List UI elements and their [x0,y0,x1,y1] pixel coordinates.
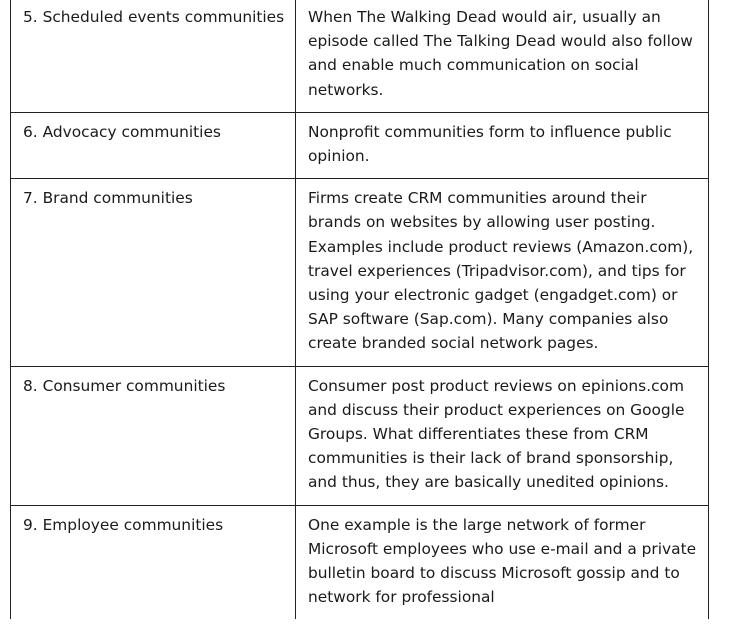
table-row [11,366,709,505]
table-row [11,112,709,178]
table-row [11,179,709,366]
table-row [11,505,709,619]
row-description: Consumer post product reviews on epinions.com and discuss their product experiences on Google Groups. What differentiates these from CRM communities is their lack of brand sponsorship, and thus, they are basically unedited opinions. [296,366,709,505]
table-row [11,0,709,112]
row-description: One example is the large network of former Microsoft employees who use e-mail and a private bulletin board to discuss Microsoft gossip and to network for professional [296,505,709,619]
community-types-table [10,0,709,619]
row-category: 6. Advocacy communities [11,112,296,178]
row-description: When The Walking Dead would air, usually an episode called The Talking Dead would also follow and enable much communication on social networks. [296,0,709,112]
row-category: 9. Employee communities [11,505,296,619]
row-category: 8. Consumer communities [11,366,296,505]
row-category: 5. Scheduled events communities [11,0,296,112]
row-category: 7. Brand communities [11,179,296,366]
row-description: Firms create CRM communities around their brands on websites by allowing user posting. Examples include product reviews (Amazon.com), travel experiences (Tripadvisor.com), and tips for using your electronic gadget (engadget.com) or SAP software (Sap.com). Many companies also create branded social network pages. [296,179,709,366]
row-description: Nonprofit communities form to influence public opinion. [296,112,709,178]
